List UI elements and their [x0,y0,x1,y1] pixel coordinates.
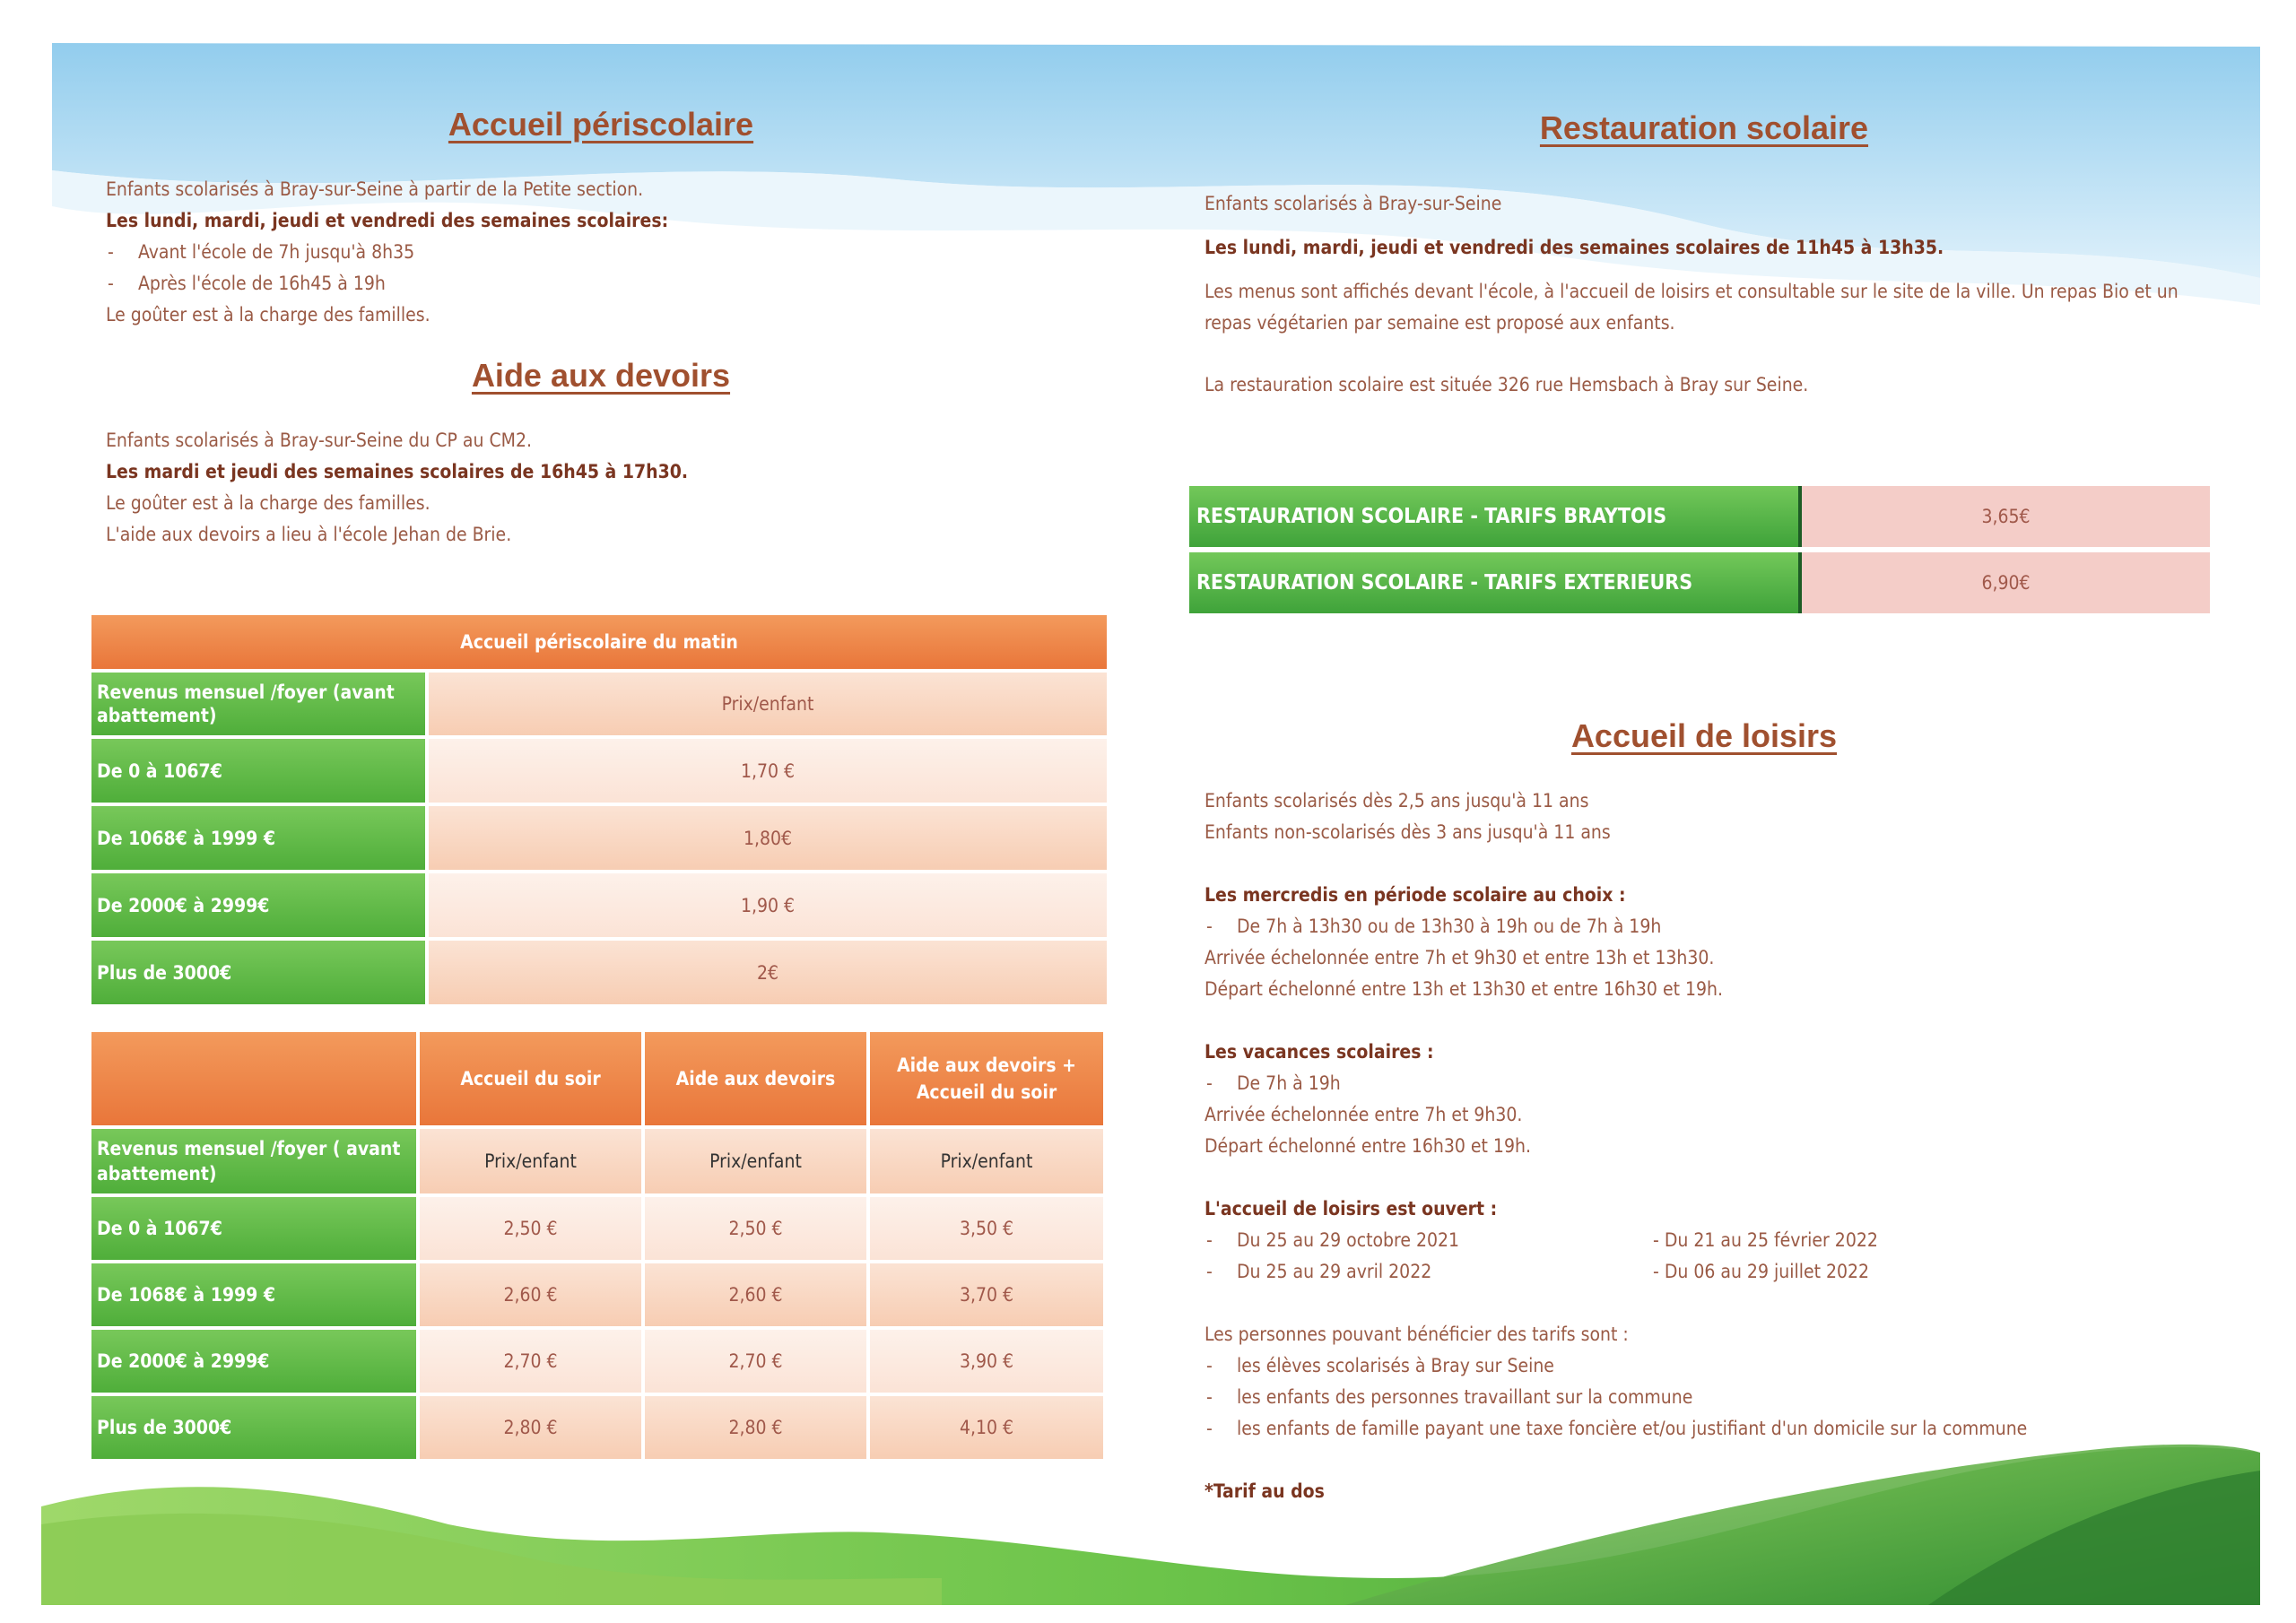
periscolaire-text [106,174,668,331]
table-soir-prix: 3,70 € [870,1263,1103,1326]
tarif-exterieurs-label: RESTAURATION SCOLAIRE - TARIFS EXTERIEURS [1189,552,1802,613]
table-soir-prix: 2,80 € [420,1396,641,1459]
table-soir-prix: 2,50 € [645,1197,866,1260]
table-row [91,941,1107,1004]
periscolaire-title: Accueil périscolaire [448,106,754,143]
devoirs-line1: Enfants scolarisés à Bray-sur-Seine du CP au CM2. [106,430,532,451]
vacances-item: - De 7h à 19h [1205,1068,2027,1099]
table-matin-revenu: De 1068€ à 1999 € [91,806,425,870]
table-soir-header-prix: Prix/enfant [645,1129,866,1193]
tarif-note: *Tarif au dos [1205,1480,1325,1502]
restauration-line1: Enfants scolarisés à Bray-sur-Seine [1205,193,1502,214]
devoirs-line2: Les mardi et jeudi des semaines scolaires de 16h45 à 17h30. [106,461,689,482]
devoirs-text [106,425,688,551]
periscolaire-item-1: - Avant l'école de 7h jusqu'à 8h35 [106,237,668,268]
tarif-braytois-prix: 3,65€ [1802,486,2210,547]
beneficiaires-title: Les personnes pouvant bénéficier des tarifs sont : [1205,1324,1629,1345]
table-matin-revenu: Plus de 3000€ [91,941,425,1004]
table-soir-corner [91,1032,416,1125]
tarif-braytois-label: RESTAURATION SCOLAIRE - TARIFS BRAYTOIS [1189,486,1802,547]
table-soir-prix: 3,50 € [870,1197,1103,1260]
table-soir-prix: 2,70 € [645,1330,866,1393]
table-soir-header-prix: Prix/enfant [420,1129,641,1193]
ouvert-date: - Du 06 au 29 juillet 2022 [1653,1261,1870,1282]
ouvert-col-left [1205,1225,1653,1288]
ouvert-date: - Du 25 au 29 octobre 2021 [1205,1225,1653,1256]
ouvert-col-right [1653,1225,1878,1288]
table-matin-prix: 1,80€ [429,806,1107,870]
periscolaire-item-2: - Après l'école de 16h45 à 19h [106,268,668,299]
table-soir-col-accueil: Accueil du soir [420,1032,641,1125]
table-matin-revenu: De 0 à 1067€ [91,739,425,803]
table-row [91,739,1107,803]
ouvert-date: - Du 25 au 29 avril 2022 [1205,1256,1653,1288]
table-matin-prix: 2€ [429,941,1107,1004]
table-row [91,1396,1103,1459]
loisirs-line1: Enfants scolarisés dès 2,5 ans jusqu'à 11 ans [1205,790,1589,812]
table-soir-header-revenus: Revenus mensuel /foyer ( avant abattement) [91,1129,416,1193]
periscolaire-line2: Les lundi, mardi, jeudi et vendredi des semaines scolaires: [106,210,669,231]
periscolaire-line1: Enfants scolarisés à Bray-sur-Seine à partir de la Petite section. [106,178,644,200]
table-matin-title: Accueil périscolaire du matin [91,615,1107,669]
ouvert-dates [1205,1225,2027,1288]
beneficiaire-item: - les enfants des personnes travaillant sur la commune [1205,1382,2027,1413]
table-row [91,1263,1103,1326]
table-soir-prix: 2,60 € [420,1263,641,1326]
table-matin-revenu: De 2000€ à 2999€ [91,873,425,937]
table-row [91,1330,1103,1393]
beneficiaire-item: - les élèves scolarisés à Bray sur Seine [1205,1350,2027,1382]
loisirs-text [1205,785,2027,1507]
table-soir-prix: 2,60 € [645,1263,866,1326]
restauration-text [1205,188,2179,401]
loisirs-line2: Enfants non-scolarisés dès 3 ans jusqu'à 11 ans [1205,821,1611,843]
table-row [91,873,1107,937]
loisirs-title: Accueil de loisirs [1570,717,1838,754]
tarif-exterieurs-prix: 6,90€ [1802,552,2210,613]
devoirs-line3: Le goûter est à la charge des familles. [106,492,430,514]
table-matin-prix: 1,90 € [429,873,1107,937]
table-soir-revenu: De 1068€ à 1999 € [91,1263,416,1326]
restauration-line4: repas végétarien par semaine est proposé aux enfants. [1205,312,1675,334]
table-soir-prix: 2,80 € [645,1396,866,1459]
table-row [1189,552,2210,613]
table-restauration [1189,481,2210,619]
mercredis-title: Les mercredis en période scolaire au choix : [1205,884,1626,906]
devoirs-title: Aide aux devoirs [471,357,731,394]
table-soir-prix: 2,50 € [420,1197,641,1260]
restauration-line2: Les lundi, mardi, jeudi et vendredi des semaines scolaires de 11h45 à 13h35. [1205,237,1944,258]
ouvert-date: - Du 21 au 25 février 2022 [1653,1229,1878,1251]
vacances-line2: Départ échelonné entre 16h30 et 19h. [1205,1135,1531,1157]
table-soir-prix: 3,90 € [870,1330,1103,1393]
vacances-title: Les vacances scolaires : [1205,1041,1434,1063]
table-soir-header-prix: Prix/enfant [870,1129,1103,1193]
periscolaire-line3: Le goûter est à la charge des familles. [106,304,430,325]
table-row [91,1197,1103,1260]
table-soir-prix: 2,70 € [420,1330,641,1393]
vacances-line1: Arrivée échelonnée entre 7h et 9h30. [1205,1104,1523,1125]
restauration-line5: La restauration scolaire est située 326 rue Hemsbach à Bray sur Seine. [1205,374,1809,395]
devoirs-line4: L'aide aux devoirs a lieu à l'école Jehan de Brie. [106,524,512,545]
table-soir-col-devoirs: Aide aux devoirs [645,1032,866,1125]
restauration-line3: Les menus sont affichés devant l'école, à l'accueil de loisirs et consultable sur le site de la ville. Un repas Bio et un [1205,281,2179,302]
table-row [91,806,1107,870]
table-row [1189,486,2210,547]
beneficiaire-item: - les enfants de famille payant une taxe foncière et/ou justifiant d'un domicile sur la commune [1205,1413,2027,1445]
mercredis-item: - De 7h à 13h30 ou de 13h30 à 19h ou de 7h à 19h [1205,911,2027,942]
table-soir-col-combo: Aide aux devoirs + Accueil du soir [870,1032,1103,1125]
table-matin [88,612,1110,1008]
restauration-title: Restauration scolaire [1539,109,1869,146]
table-soir-prix: 4,10 € [870,1396,1103,1459]
table-matin-header-revenus: Revenus mensuel /foyer (avant abattement) [91,673,425,735]
mercredis-line2: Départ échelonné entre 13h et 13h30 et entre 16h30 et 19h. [1205,978,1723,1000]
table-soir [88,1028,1107,1462]
table-matin-header-prix: Prix/enfant [429,673,1107,735]
ouvert-title: L'accueil de loisirs est ouvert : [1205,1198,1498,1219]
mercredis-line1: Arrivée échelonnée entre 7h et 9h30 et entre 13h et 13h30. [1205,947,1715,968]
table-soir-revenu: De 0 à 1067€ [91,1197,416,1260]
table-soir-revenu: De 2000€ à 2999€ [91,1330,416,1393]
table-matin-prix: 1,70 € [429,739,1107,803]
table-soir-revenu: Plus de 3000€ [91,1396,416,1459]
